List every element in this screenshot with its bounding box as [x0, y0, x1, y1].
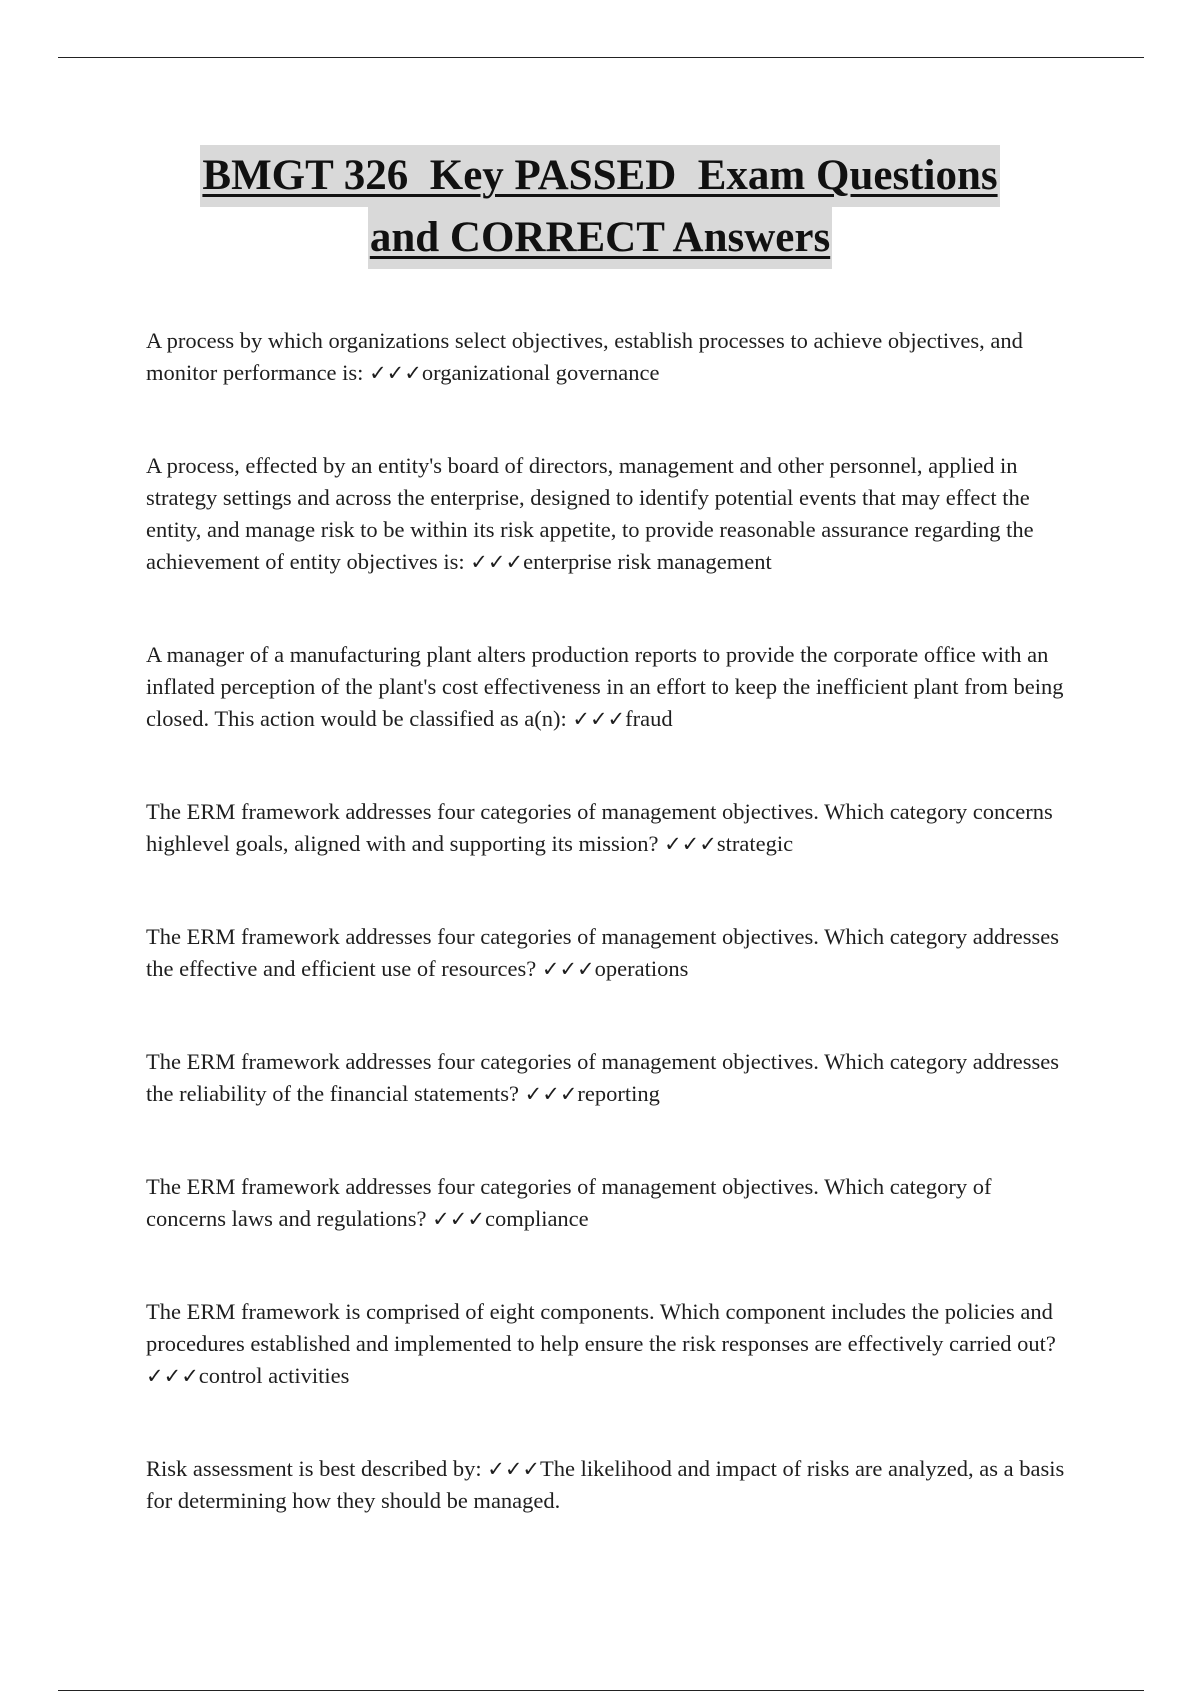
top-rule	[58, 57, 1144, 58]
answer-text: The likelihood and impact of risks are analyzed, as a basis for determining how they should be managed.	[146, 1456, 1065, 1513]
check-mark-icon: ✓✓✓	[369, 361, 422, 385]
qa-item-1	[146, 325, 1076, 389]
check-mark-icon: ✓✓✓	[146, 1364, 199, 1388]
qa-item-2	[146, 450, 1076, 578]
answer-text: fraud	[625, 706, 673, 731]
check-mark-icon: ✓✓✓	[524, 1082, 578, 1106]
qa-item-4	[146, 796, 1076, 860]
question-text: The ERM framework is comprised of eight components. Which component includes the policies and procedures established and implemented to help ensure the risk responses are effectively carried out?	[146, 1299, 1056, 1356]
check-mark-icon: ✓✓✓	[664, 832, 717, 856]
question-text: A process by which organizations select objectives, establish processes to achieve objectives, and monitor performance is:	[146, 328, 1023, 385]
question-text: The ERM framework addresses four categories of management objectives. Which category concerns highlevel goals, aligned with and supporting its mission?	[146, 799, 1053, 856]
question-text: Risk assessment is best described by:	[146, 1456, 488, 1481]
qa-list	[146, 325, 1076, 1517]
qa-item-5	[146, 921, 1076, 985]
answer-text: compliance	[484, 1206, 589, 1231]
answer-text: control activities	[198, 1363, 350, 1388]
title-line-2: and CORRECT Answers	[368, 207, 832, 269]
qa-item-6	[146, 1046, 1076, 1110]
bottom-rule	[58, 1690, 1144, 1691]
document-title	[0, 145, 1200, 269]
check-mark-icon: ✓✓✓	[572, 707, 626, 731]
question-text: The ERM framework addresses four categories of management objectives. Which category addresses the effective and efficient use of resources?	[146, 924, 1059, 981]
answer-text: operations	[594, 956, 689, 981]
title-line-1: BMGT 326 Key PASSED Exam Questions	[200, 145, 999, 207]
answer-text: strategic	[716, 831, 794, 856]
qa-item-8	[146, 1296, 1076, 1392]
check-mark-icon: ✓✓✓	[432, 1207, 485, 1231]
qa-item-3	[146, 639, 1076, 735]
question-text: The ERM framework addresses four categories of management objectives. Which category of concerns laws and regulations?	[146, 1174, 992, 1231]
answer-text: enterprise risk management	[523, 549, 772, 574]
qa-item-7	[146, 1171, 1076, 1235]
check-mark-icon: ✓✓✓	[487, 1457, 541, 1481]
answer-text: organizational governance	[421, 360, 660, 385]
question-text: The ERM framework addresses four categories of management objectives. Which category addresses the reliability of the financial statements?	[146, 1049, 1059, 1106]
question-text: A manager of a manufacturing plant alters production reports to provide the corporate office with an inflated perception of the plant's cost effectiveness in an effort to keep the inefficient plant from being closed. This action would be classified as a(n):	[146, 642, 1064, 731]
question-text: A process, effected by an entity's board of directors, management and other personnel, applied in strategy settings and across the enterprise, designed to identify potential events that may effect the entity, and manage risk to be within its risk appetite, to provide reasonable assurance regarding the achievement of entity objectives is:	[146, 453, 1034, 574]
answer-text: reporting	[577, 1081, 660, 1106]
check-mark-icon: ✓✓✓	[541, 957, 595, 981]
qa-item-9	[146, 1453, 1076, 1517]
check-mark-icon: ✓✓✓	[470, 550, 524, 574]
